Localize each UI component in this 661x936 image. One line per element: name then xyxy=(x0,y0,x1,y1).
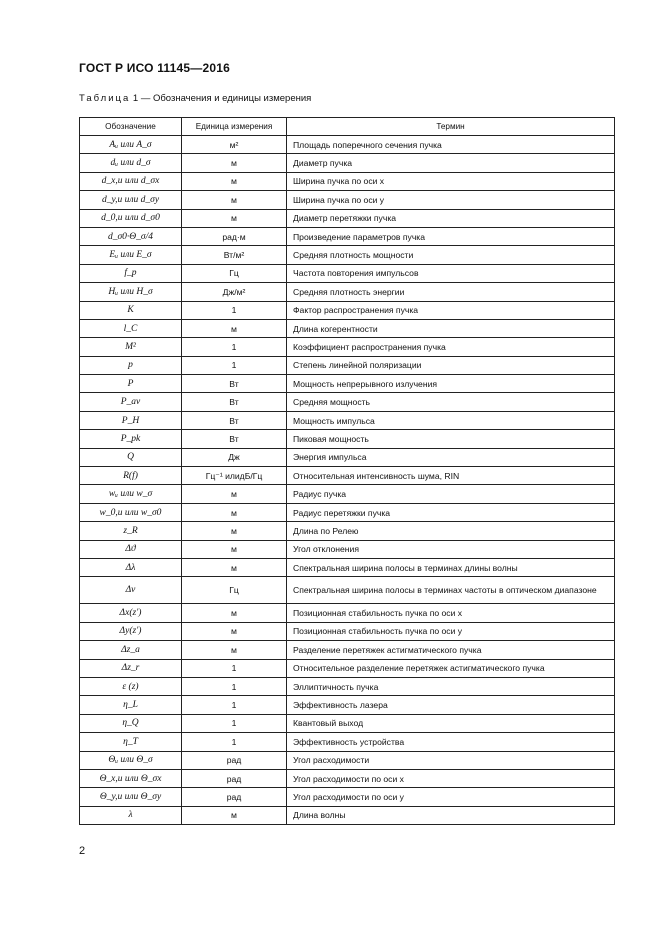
term-cell: Мощность непрерывного излучения xyxy=(287,375,615,393)
symbol-cell: Hᵤ или H_σ xyxy=(80,283,182,301)
unit-cell: м xyxy=(182,558,287,576)
table-row xyxy=(80,659,615,677)
table-row xyxy=(80,558,615,576)
table-row xyxy=(80,696,615,714)
symbol-cell: Δϑ xyxy=(80,540,182,558)
symbol-cell: P_H xyxy=(80,411,182,429)
term-cell: Квантовый выход xyxy=(287,714,615,732)
table-row xyxy=(80,540,615,558)
term-cell: Позиционная стабильность пучка по оси y xyxy=(287,622,615,640)
unit-cell: Гц⁻¹ илидБ/Гц xyxy=(182,467,287,485)
symbol-cell: Θᵤ или Θ_σ xyxy=(80,751,182,769)
symbol-cell: d_y,u или d_σy xyxy=(80,191,182,209)
symbol-cell: Q xyxy=(80,448,182,466)
unit-cell: 1 xyxy=(182,696,287,714)
term-cell: Спектральная ширина полосы в терминах частоты в оптическом диапазоне xyxy=(287,577,615,604)
unit-cell: Вт/м² xyxy=(182,246,287,264)
unit-cell: Дж xyxy=(182,448,287,466)
unit-cell: Вт xyxy=(182,430,287,448)
unit-cell: 1 xyxy=(182,659,287,677)
table-row xyxy=(80,788,615,806)
unit-cell: м xyxy=(182,485,287,503)
unit-cell: м xyxy=(182,806,287,824)
symbol-cell: wᵤ или w_σ xyxy=(80,485,182,503)
symbol-cell: ε (z) xyxy=(80,677,182,695)
unit-cell: рад xyxy=(182,788,287,806)
symbol-cell: d_x,u или d_σx xyxy=(80,172,182,190)
unit-cell: м xyxy=(182,209,287,227)
symbol-cell: M² xyxy=(80,338,182,356)
unit-cell: м xyxy=(182,503,287,521)
unit-cell: м xyxy=(182,172,287,190)
table-row xyxy=(80,467,615,485)
term-cell: Диаметр пучка xyxy=(287,154,615,172)
term-cell: Относительная интенсивность шума, RIN xyxy=(287,467,615,485)
table-row xyxy=(80,246,615,264)
symbol-cell: dᵤ или d_σ xyxy=(80,154,182,172)
table-row xyxy=(80,411,615,429)
unit-cell: 1 xyxy=(182,338,287,356)
term-cell: Коэффициент распространения пучка xyxy=(287,338,615,356)
table-row xyxy=(80,430,615,448)
term-cell: Произведение параметров пучка xyxy=(287,227,615,245)
table-row xyxy=(80,604,615,622)
table-caption xyxy=(79,93,311,104)
table-row xyxy=(80,264,615,282)
symbol-cell: w_0,u или w_σ0 xyxy=(80,503,182,521)
term-cell: Разделение перетяжек астигматического пучка xyxy=(287,641,615,659)
term-cell: Угол расходимости xyxy=(287,751,615,769)
symbol-cell: Δz_a xyxy=(80,641,182,659)
symbol-cell: η_L xyxy=(80,696,182,714)
term-cell: Угол расходимости по оси y xyxy=(287,788,615,806)
term-cell: Позиционная стабильность пучка по оси x xyxy=(287,604,615,622)
table-row xyxy=(80,301,615,319)
unit-cell: 1 xyxy=(182,301,287,319)
unit-cell: м xyxy=(182,191,287,209)
term-cell: Радиус пучка xyxy=(287,485,615,503)
term-cell: Средняя мощность xyxy=(287,393,615,411)
caption-prefix: Таблица xyxy=(79,93,131,104)
symbol-cell: Θ_y,u или Θ_σy xyxy=(80,788,182,806)
unit-cell: 1 xyxy=(182,714,287,732)
table-row xyxy=(80,172,615,190)
table-row xyxy=(80,393,615,411)
document-header: ГОСТ Р ИСО 11145—2016 xyxy=(79,61,230,75)
term-cell: Пиковая мощность xyxy=(287,430,615,448)
table-row xyxy=(80,356,615,374)
term-cell: Энергия импульса xyxy=(287,448,615,466)
unit-cell: Гц xyxy=(182,264,287,282)
term-cell: Ширина пучка по оси x xyxy=(287,172,615,190)
term-cell: Длина волны xyxy=(287,806,615,824)
term-cell: Диаметр перетяжки пучка xyxy=(287,209,615,227)
term-cell: Эффективность лазера xyxy=(287,696,615,714)
term-cell: Длина по Релею xyxy=(287,522,615,540)
term-cell: Угол отклонения xyxy=(287,540,615,558)
symbol-cell: P_av xyxy=(80,393,182,411)
symbol-cell: d_0,u или d_σ0 xyxy=(80,209,182,227)
term-cell: Спектральная ширина полосы в терминах длины волны xyxy=(287,558,615,576)
unit-cell: 1 xyxy=(182,733,287,751)
term-cell: Относительное разделение перетяжек астигматического пучка xyxy=(287,659,615,677)
unit-cell: 1 xyxy=(182,677,287,695)
term-cell: Длина когерентности xyxy=(287,319,615,337)
symbol-cell: Δν xyxy=(80,577,182,604)
symbol-cell: η_T xyxy=(80,733,182,751)
symbol-cell: z_R xyxy=(80,522,182,540)
table-row xyxy=(80,733,615,751)
symbol-cell: Aᵤ или A_σ xyxy=(80,136,182,154)
symbol-cell: η_Q xyxy=(80,714,182,732)
term-cell: Угол расходимости по оси x xyxy=(287,769,615,787)
unit-cell: рад xyxy=(182,769,287,787)
table-row xyxy=(80,769,615,787)
symbol-cell: l_C xyxy=(80,319,182,337)
unit-cell: Дж/м² xyxy=(182,283,287,301)
table-row xyxy=(80,136,615,154)
term-cell: Радиус перетяжки пучка xyxy=(287,503,615,521)
unit-cell: м xyxy=(182,641,287,659)
table-row xyxy=(80,154,615,172)
table-row xyxy=(80,191,615,209)
table-row xyxy=(80,227,615,245)
unit-cell: рад xyxy=(182,751,287,769)
table-row xyxy=(80,622,615,640)
caption-number: 1 xyxy=(132,93,139,104)
unit-cell: м xyxy=(182,604,287,622)
symbol-cell: P_pk xyxy=(80,430,182,448)
table-row xyxy=(80,751,615,769)
symbol-cell: p xyxy=(80,356,182,374)
term-cell: Частота повторения импульсов xyxy=(287,264,615,282)
unit-cell: м xyxy=(182,154,287,172)
symbol-cell: Θ_x,u или Θ_σx xyxy=(80,769,182,787)
symbol-cell: d_σ0·Θ_σ/4 xyxy=(80,227,182,245)
table-row xyxy=(80,522,615,540)
term-cell: Эллиптичность пучка xyxy=(287,677,615,695)
unit-cell: Вт xyxy=(182,393,287,411)
column-header-symbol: Обозначение xyxy=(80,118,182,136)
unit-cell: 1 xyxy=(182,356,287,374)
term-cell: Фактор распространения пучка xyxy=(287,301,615,319)
table-row xyxy=(80,319,615,337)
term-cell: Средняя плотность энергии xyxy=(287,283,615,301)
unit-cell: м xyxy=(182,319,287,337)
table-row xyxy=(80,677,615,695)
table-row xyxy=(80,448,615,466)
term-cell: Средняя плотность мощности xyxy=(287,246,615,264)
table-row xyxy=(80,485,615,503)
unit-cell: Вт xyxy=(182,411,287,429)
table-row xyxy=(80,375,615,393)
symbol-cell: f_p xyxy=(80,264,182,282)
unit-cell: м xyxy=(182,522,287,540)
term-cell: Мощность импульса xyxy=(287,411,615,429)
unit-cell: м xyxy=(182,622,287,640)
table-row xyxy=(80,338,615,356)
table-row xyxy=(80,577,615,604)
unit-cell: м² xyxy=(182,136,287,154)
symbol-cell: P xyxy=(80,375,182,393)
term-cell: Площадь поперечного сечения пучка xyxy=(287,136,615,154)
caption-text: — Обозначения и единицы измерения xyxy=(140,93,312,104)
table-row xyxy=(80,283,615,301)
unit-cell: рад·м xyxy=(182,227,287,245)
table-header-row xyxy=(80,118,615,136)
symbol-cell: Δλ xyxy=(80,558,182,576)
table-row xyxy=(80,641,615,659)
symbol-cell: K xyxy=(80,301,182,319)
term-cell: Эффективность устройства xyxy=(287,733,615,751)
symbol-cell: λ xyxy=(80,806,182,824)
unit-cell: Гц xyxy=(182,577,287,604)
unit-cell: Вт xyxy=(182,375,287,393)
term-cell: Ширина пучка по оси y xyxy=(287,191,615,209)
column-header-term: Термин xyxy=(287,118,615,136)
symbols-table xyxy=(79,117,615,825)
symbol-cell: Δy(z′) xyxy=(80,622,182,640)
symbol-cell: R(f) xyxy=(80,467,182,485)
symbol-cell: Eᵤ или E_σ xyxy=(80,246,182,264)
page-number: 2 xyxy=(79,845,86,857)
table-row xyxy=(80,209,615,227)
unit-cell: м xyxy=(182,540,287,558)
column-header-unit: Единица измерения xyxy=(182,118,287,136)
symbol-cell: Δx(z′) xyxy=(80,604,182,622)
table-row xyxy=(80,503,615,521)
symbol-cell: Δz_r xyxy=(80,659,182,677)
table-row xyxy=(80,806,615,824)
table-row xyxy=(80,714,615,732)
term-cell: Степень линейной поляризации xyxy=(287,356,615,374)
